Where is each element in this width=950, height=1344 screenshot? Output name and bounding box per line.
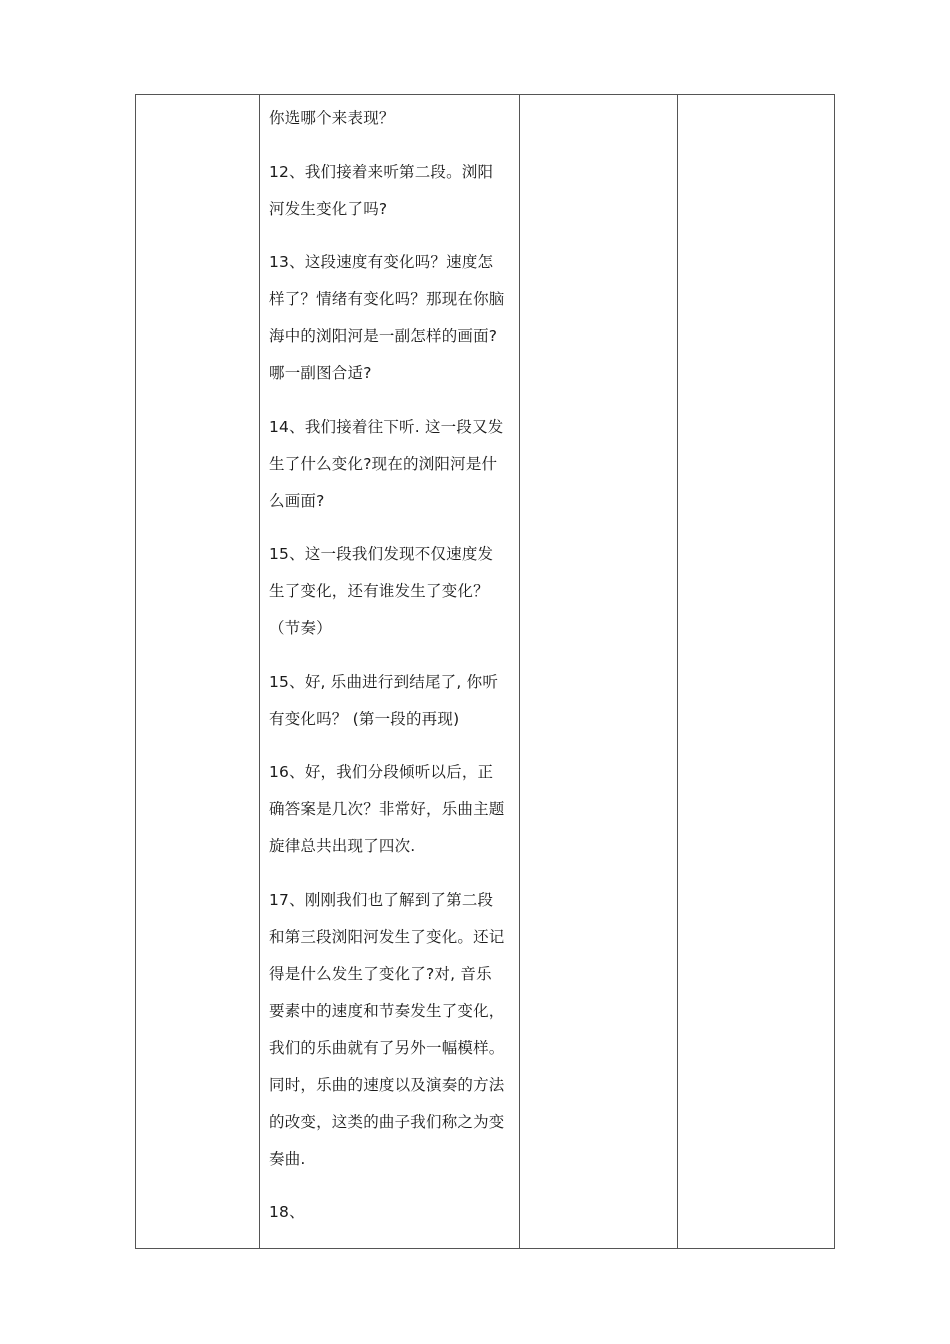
empty-cell-left [136,95,260,1249]
paragraph-13: 13、这段速度有变化吗？速度怎样了？情绪有变化吗？那现在你脑海中的浏阳河是一副怎样的画面?哪一副图合适? [269,253,505,382]
paragraph-15a: 15、这一段我们发现不仅速度发生了变化，还有谁发生了变化？（节奏） [269,545,494,637]
table-row [136,95,835,1249]
lesson-table [135,94,835,1249]
paragraph-15b: 15、好, 乐曲进行到结尾了, 你听有变化吗？ (第一段的再现) [269,672,499,728]
paragraph-12: 12、我们接着来听第二段。浏阳河发生变化了吗? [269,162,494,218]
paragraph-18: 18、 [269,1203,305,1221]
paragraph-14: 14、我们接着往下听. 这一段又发生了什么变化?现在的浏阳河是什么画面? [269,417,504,510]
empty-cell-middle [520,95,678,1249]
paragraph-16: 16、好，我们分段倾听以后，正确答案是几次？非常好，乐曲主题旋律总共出现了四次. [269,763,505,855]
paragraph-question-choice: 你选哪个来表现？ [269,109,395,127]
empty-cell-right [678,95,835,1249]
paragraph-17: 17、刚刚我们也了解到了第二段和第三段浏阳河发生了变化。还记得是什么发生了变化了?对, 音乐要素中的速度和节奏发生了变化，我们的乐曲就有了另外一幅模样。同时，乐曲的速度以及演奏的方法的改变，这类的曲子我们称之为变奏曲. [269,890,505,1168]
teaching-process-cell [260,95,520,1249]
